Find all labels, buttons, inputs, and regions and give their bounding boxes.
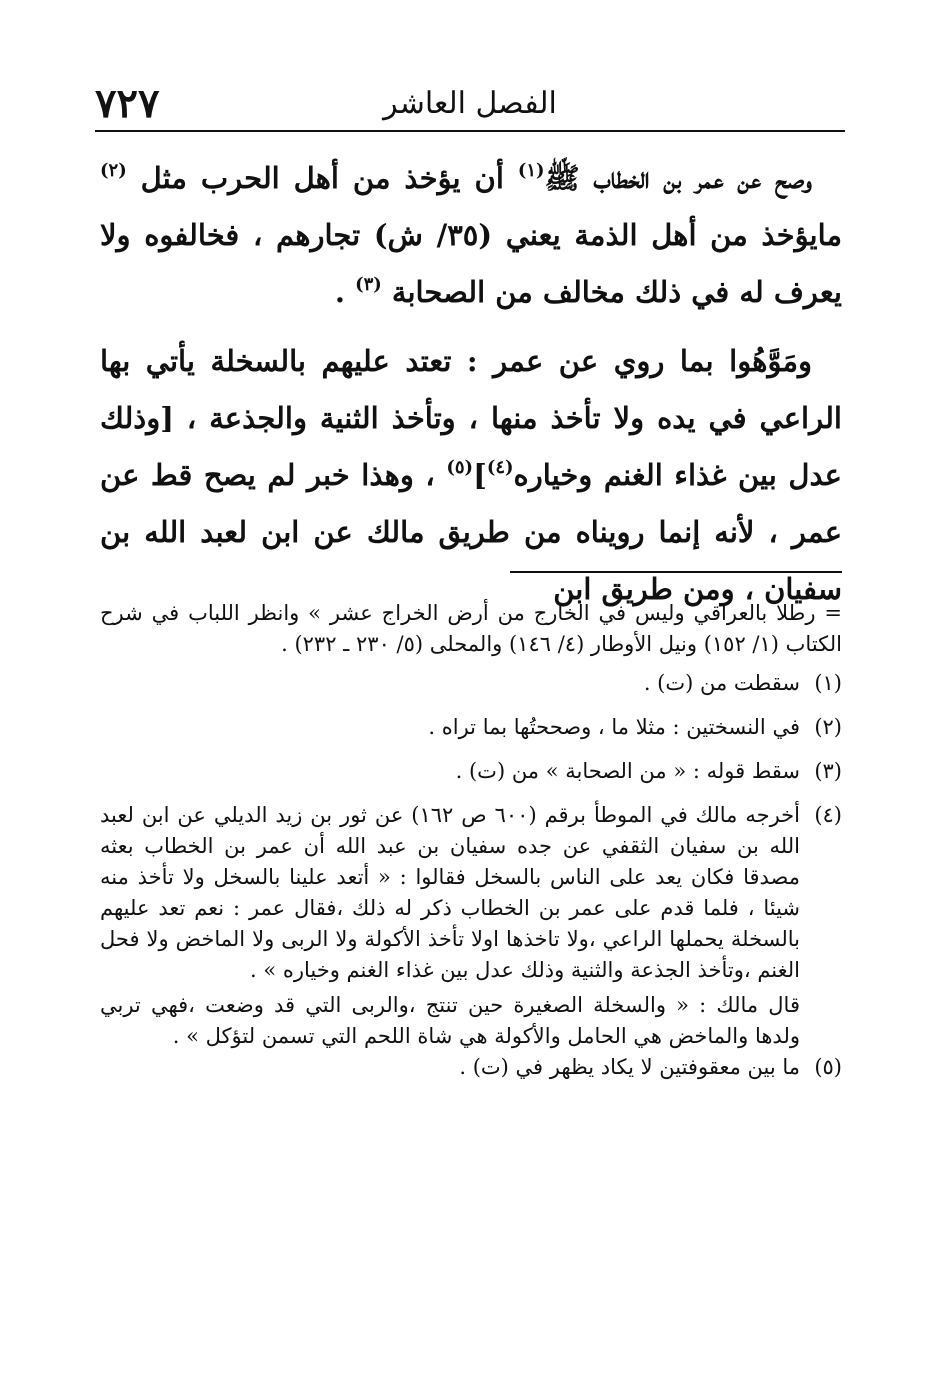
footnote-3: [100, 756, 842, 787]
text-run: مايؤخذ من أهل الذمة يعني (٣٥/ ش) تجارهم ، فخالفوه ولا يعرف له في ذلك مخالف من الصحابة: [100, 218, 843, 309]
footnote-ref-1: (١): [517, 160, 545, 181]
footnote-text: أخرجه مالك في الموطأ برقم (٦٠٠ ص ١٦٢) عن ثور بن زيد الديلي عن ابن لعبد الله بن سفيان الثقفي عن جده سفيان بن عبد الله أن عمر بن الخطاب بعثه مصدقا فكان يعد على الناس بالسخل فقالوا : « أتعد علينا بالسخل ولا تأخذ منه شيئا ، فلما قدم على عمر بن الخطاب ذكر له ذلك ،فقال عمر : نعم تعد عليهم بالسخلة يحملها الراعي ،ولا تاخذها اولا تأخذ الأكولة ولا الربى ولا الماخض ولا فحل الغنم ،وتأخذ الجذعة والثنية وذلك عدل بين غذاء الغنم وخياره » .: [100, 803, 801, 982]
footnote-text: سقط قوله : « من الصحابة » من (ت) .: [455, 759, 800, 783]
footnote-number: (٢): [814, 715, 842, 739]
text-run: .: [334, 275, 356, 309]
text-run: وصح عن عمر بن الخطاب ﷺ: [544, 161, 813, 195]
text-run: ، وهذا خبر لم يصح قط عن عمر ، لأنه إنما رويناه من طريق مالك عن ابن لعبد الله بن سفيان ، ومن طريق ابن: [100, 458, 842, 606]
footnote-separator: [510, 571, 842, 573]
footnote-1: [100, 668, 842, 699]
text-run: أن يؤخذ من أهل الحرب مثل: [126, 161, 518, 195]
footnote-text: سقطت من (ت) .: [643, 671, 800, 695]
footnotes: [100, 598, 842, 1083]
footnote-number: (١): [814, 671, 842, 695]
footnote-4: [100, 800, 842, 986]
page-number: ٧٢٧: [95, 80, 160, 127]
running-head: الفصل العاشر: [383, 86, 557, 121]
paragraph-2: [100, 333, 842, 618]
footnote-continuation: = رطلا بالعراقي وليس في الخارج من أرض الخراج عشر » وانظر اللباب في شرح الكتاب (١/ ١٥٢) ونيل الأوطار (٤/ ١٤٦) والمحلى (٥/ ٢٣٠ ـ ٢٣٢) .: [100, 601, 842, 656]
footnote-4-continuation: قال مالك : « والسخلة الصغيرة حين تنتج ،والربى التي قد وضعت ،فهي تربي ولدها والماخض هي الحامل والأكولة هي شاة اللحم التي تسمن لتؤكل » .: [100, 993, 800, 1048]
footnote-number: (٣): [814, 759, 842, 783]
footnote-ref-4: (٤): [486, 457, 514, 478]
footnote-ref-3: (٣): [355, 274, 382, 295]
footnote-ref-2: (٢): [100, 160, 127, 181]
page-header: [95, 80, 845, 134]
footnote-text: ما بين معقوفتين لا يكاد يظهر في (ت) .: [459, 1055, 800, 1079]
footnote-number: (٤): [814, 803, 842, 827]
footnote-ref-5: (٥): [446, 457, 474, 478]
footnote-2: [100, 712, 842, 743]
footnote-number: (٥): [814, 1055, 842, 1079]
footnote-5: [100, 1052, 842, 1083]
paragraph-1: [100, 150, 842, 321]
text-run: ]: [473, 458, 487, 492]
footnote-text: في النسختين : مثلا ما ، وصححتُها بما تراه .: [428, 715, 800, 739]
text-run: ومَوَّهُوا بما روي عن عمر : تعتد عليهم بالسخلة يأتي بها الراعي في يده ولا تأخذ منها ، وتأخذ الثنية والجذعة ، [وذلك عدل بين غذاء الغنم وخياره: [100, 344, 842, 492]
main-text: [100, 150, 842, 618]
header-rule: [95, 130, 845, 132]
